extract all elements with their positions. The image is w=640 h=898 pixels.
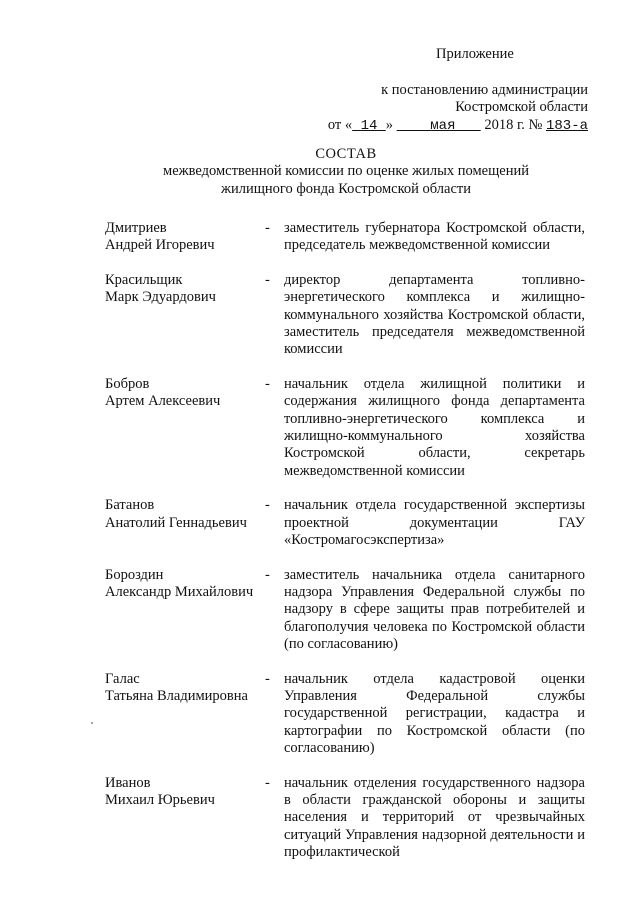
document-title bbox=[0, 146, 640, 198]
member-name: Бобров Артем Алексеевич bbox=[105, 375, 221, 410]
appendix-label: Приложение bbox=[436, 46, 514, 62]
member-dash: - bbox=[265, 375, 270, 392]
member-row bbox=[105, 272, 585, 359]
date-month: мая bbox=[430, 117, 456, 134]
member-dash: - bbox=[265, 220, 270, 236]
member-row bbox=[105, 497, 585, 549]
member-row bbox=[105, 567, 585, 654]
member-dash: - bbox=[265, 271, 270, 288]
member-name: Галас Татьяна Владимировна bbox=[105, 670, 248, 704]
member-row bbox=[105, 775, 585, 862]
resolution-date-line bbox=[308, 117, 588, 135]
member-position: директор департамента топливно-энергетического комплекса и жилищно-коммунального хозяйства Костромской области, заместитель председателя межведомственной комиссии bbox=[284, 271, 585, 358]
member-dash: - bbox=[265, 497, 270, 514]
member-name: Красильщик Марк Эдуардович bbox=[105, 271, 216, 306]
member-position: начальник отдела жилищной политики и содержания жилищного фонда департамента топливно-энергетического комплекса и жилищно-коммунального хозяйства Костромской области, секретарь межведомственной комиссии bbox=[284, 375, 585, 479]
member-dash: - bbox=[265, 774, 270, 791]
member-position: заместитель губернатора Костромской области, председатель межведомственной комиссии bbox=[284, 220, 585, 254]
date-prefix: от « bbox=[327, 116, 353, 133]
date-year: 2018 г. № bbox=[484, 116, 543, 133]
member-name: Батанов Анатолий Геннадьевич bbox=[105, 497, 247, 531]
member-position: начальник отдела кадастровой оценки Управления Федеральной службы государственной регистрации, кадастра и картографии по Костромской области (по согласованию) bbox=[284, 670, 585, 757]
title-heading: СОСТАВ bbox=[315, 146, 377, 162]
resolution-line-1: к постановлению администрации bbox=[381, 82, 588, 98]
title-line-2: жилищного фонда Костромской области bbox=[220, 180, 471, 197]
member-name: Иванов Михаил Юрьевич bbox=[105, 774, 215, 808]
title-line-1: межведомственной комиссии по оценке жилых помещений bbox=[163, 163, 529, 180]
date-separator: » bbox=[385, 116, 394, 133]
member-position: заместитель начальника отдела санитарного надзора Управления Федеральной службы по надзору в сфере защиты прав потребителей и благополучия человека по Костромской области (по согласованию) bbox=[284, 566, 585, 653]
resolution-reference bbox=[308, 82, 588, 135]
member-position: начальник отдела государственной экспертизы проектной документации ГАУ «Костромагосэкспертиза» bbox=[284, 497, 585, 549]
member-name: Дмитриев Андрей Игоревич bbox=[105, 220, 215, 254]
member-row bbox=[105, 671, 585, 758]
commission-member-list bbox=[105, 220, 585, 879]
member-row bbox=[105, 376, 585, 480]
member-position: начальник отделения государственного надзора в области гражданской обороны и защиты населения и территорий от чрезвычайных ситуаций Управления надзорной деятельности и профилактической bbox=[284, 774, 585, 861]
member-row bbox=[105, 220, 585, 255]
member-dash: - bbox=[265, 670, 270, 687]
member-name: Бороздин Александр Михайлович bbox=[105, 566, 254, 600]
member-dash: - bbox=[265, 566, 270, 583]
resolution-line-2: Костромской области bbox=[455, 99, 588, 116]
resolution-number: 183-а bbox=[545, 117, 588, 134]
date-day: 14 bbox=[360, 117, 378, 134]
scan-speck bbox=[91, 722, 93, 724]
